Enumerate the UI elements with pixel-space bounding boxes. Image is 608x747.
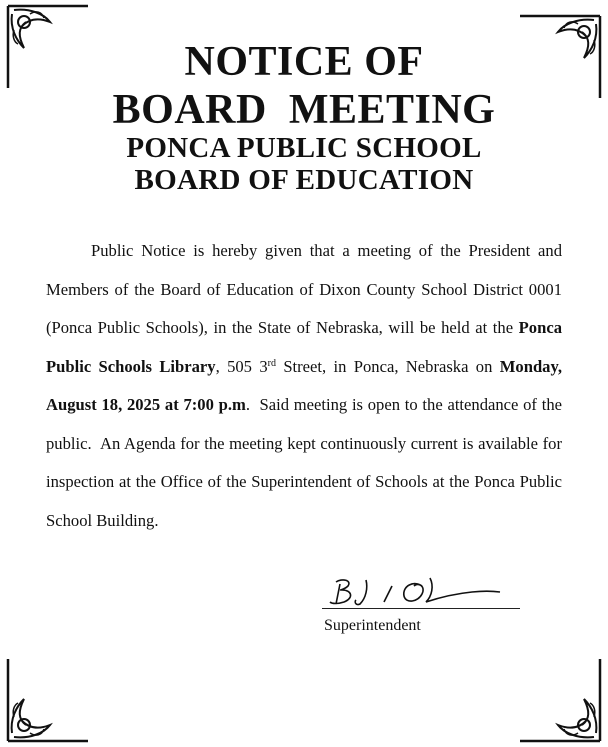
notice-body	[46, 232, 567, 540]
ordinal-suffix: rd	[267, 357, 276, 369]
ornament-bottom-left	[0, 657, 90, 747]
notice-title-line2: BOARD MEETING	[112, 87, 496, 133]
meeting-datetime: Monday, August 18, 2025 at 7:00 p.m	[46, 356, 562, 414]
ornament-bottom-right	[518, 657, 608, 747]
school-name: PONCA PUBLIC SCHOOL	[126, 132, 482, 164]
meeting-location: Ponca Public Schools Library	[46, 318, 562, 376]
notice-title-line1: NOTICE OF	[184, 39, 424, 85]
signature-line	[322, 608, 520, 609]
body-text-2: , 505 3	[215, 356, 268, 376]
handwritten-signature	[322, 572, 522, 612]
board-name: BOARD OF EDUCATION	[134, 164, 474, 196]
body-text-1: Public Notice is hereby given that a meeting of the President and Members of the Board of Education of Dixon County School District 0001 (Ponca Public Schools), in the State of Nebraska, will be held at the	[46, 241, 562, 337]
signature-title: Superintendent	[324, 617, 421, 634]
body-text-3: Street, in Ponca, Nebraska on	[275, 356, 500, 376]
signature-block	[322, 572, 522, 642]
body-text-4: . Said meeting is open to the attendance of the public. An Agenda for the meeting kept continuously current is available for inspection at the Office of the Superintendent of Schools at the Ponca Public School Building.	[46, 395, 567, 530]
